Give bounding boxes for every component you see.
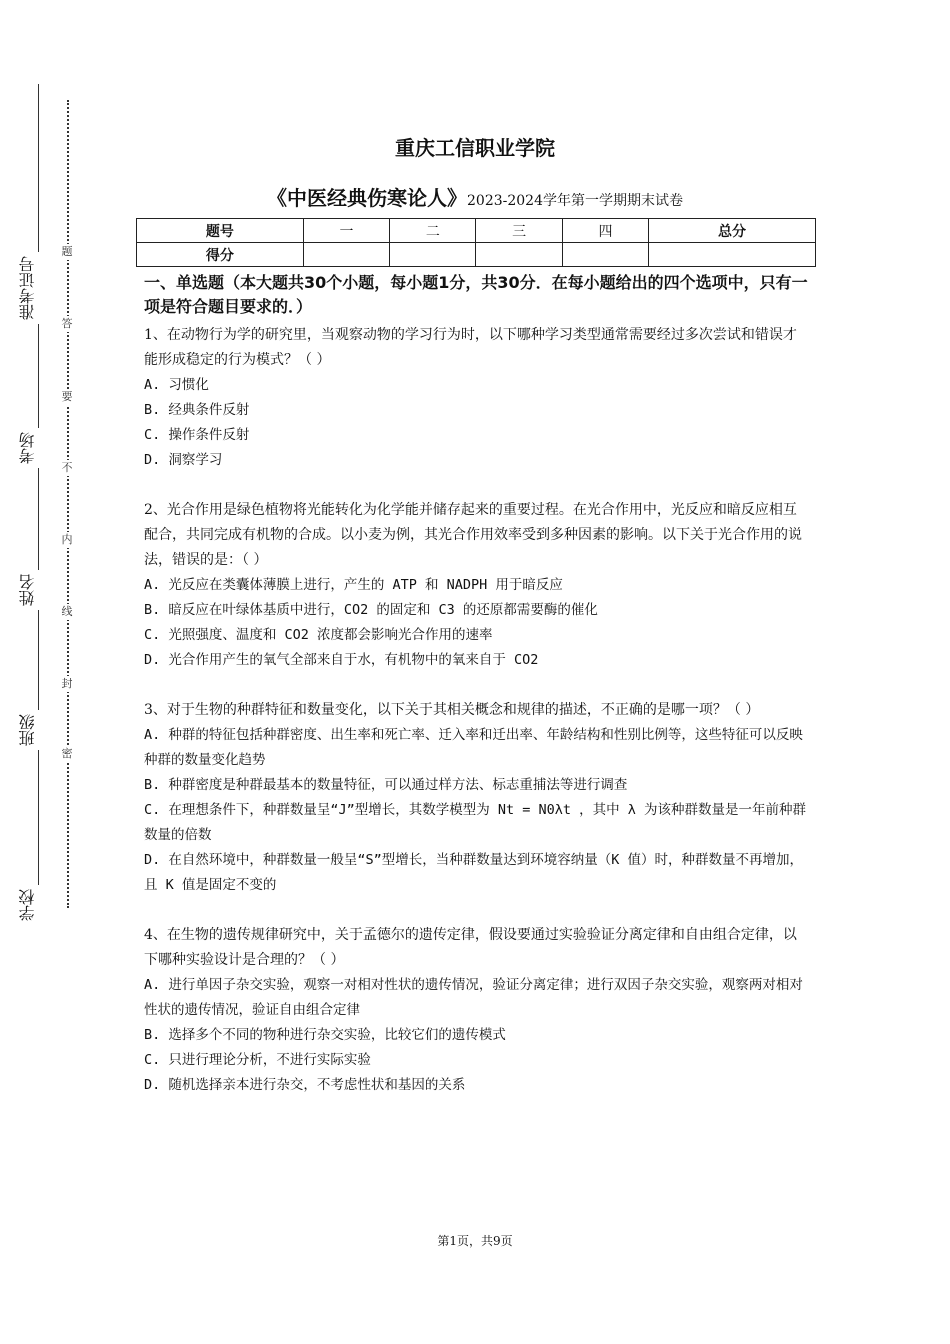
question xyxy=(144,323,810,473)
option-a: A. 习惯化 xyxy=(144,377,209,393)
class-label: 班级 xyxy=(18,710,46,750)
score-cell: 题号 xyxy=(137,219,304,243)
seal-char: 内 xyxy=(59,532,75,548)
option-d: D. 在自然环境中，种群数量一般呈“S”型增长，当种群数量达到环境容纳量（K 值）时，种群数量不再增加，且 K 值是固定不变的 xyxy=(144,852,804,893)
option-b: B. 暗反应在叶绿体基质中进行，CO2 的固定和 C3 的还原都需要酶的催化 xyxy=(144,602,598,618)
question-stem: 2、光合作用是绿色植物将光能转化为化学能并储存起来的重要过程。在光合作用中，光反应和暗反应相互配合，共同完成有机物的合成。以小麦为例，其光合作用效率受到多种因素的影响。以下关于光合作用的说法，错误的是：（ ） xyxy=(144,502,802,568)
option-c: C. 操作条件反射 xyxy=(144,427,250,443)
score-header-row xyxy=(137,219,816,243)
score-blank-cell[interactable] xyxy=(390,243,476,267)
score-cell: 总分 xyxy=(649,219,816,243)
seal-char: 密 xyxy=(59,746,75,762)
score-blank-cell[interactable] xyxy=(649,243,816,267)
option-b: B. 选择多个不同的物种进行杂交实验，比较它们的遗传模式 xyxy=(144,1027,506,1043)
seal-char: 题 xyxy=(59,244,75,260)
exam-number-label: 准考证号 xyxy=(18,252,46,324)
option-d: D. 光合作用产生的氧气全部来自于水，有机物中的氧来自于 CO2 xyxy=(144,652,539,668)
score-table xyxy=(136,218,816,267)
option-b: B. 种群密度是种群最基本的数量特征，可以通过样方法、标志重捕法等进行调查 xyxy=(144,777,628,793)
score-cell: 一 xyxy=(303,219,389,243)
term-label: 2023-2024学年第一学期期末试卷 xyxy=(467,193,683,209)
seal-dotted-line xyxy=(67,100,69,908)
option-a: A. 光反应在类囊体薄膜上进行，产生的 ATP 和 NADPH 用于暗反应 xyxy=(144,577,563,593)
question xyxy=(144,498,810,673)
school-label: 学校 xyxy=(18,885,46,925)
exam-subtitle xyxy=(0,182,950,211)
option-c: C. 光照强度、温度和 CO2 浓度都会影响光合作用的速率 xyxy=(144,627,493,643)
option-a: A. 种群的特征包括种群密度、出生率和死亡率、迁入率和迁出率、年龄结构和性别比例等，这些特征可以反映种群的数量变化趋势 xyxy=(144,727,803,768)
option-d: D. 随机选择亲本进行杂交，不考虑性状和基因的关系 xyxy=(144,1077,466,1093)
question xyxy=(144,923,810,1098)
question-stem: 4、在生物的遗传规律研究中，关于孟德尔的遗传定律，假设要通过实验验证分离定律和自由组合定律，以下哪种实验设计是合理的？（ ） xyxy=(144,927,797,968)
score-blank-cell[interactable] xyxy=(303,243,389,267)
score-cell: 三 xyxy=(476,219,562,243)
page-footer: 第1页，共9页 xyxy=(437,1234,513,1248)
score-blank-cell[interactable] xyxy=(476,243,562,267)
option-c: C. 只进行理论分析，不进行实际实验 xyxy=(144,1052,371,1068)
score-blank-cell[interactable] xyxy=(562,243,648,267)
seal-char: 答 xyxy=(59,316,75,332)
option-d: D. 洞察学习 xyxy=(144,452,223,468)
option-c: C. 在理想条件下，种群数量呈“J”型增长，其数学模型为 Nt = N0λt ，其中 λ 为该种群数量是一年前种群数量的倍数 xyxy=(144,802,807,843)
seal-char: 封 xyxy=(59,676,75,692)
score-cell: 四 xyxy=(562,219,648,243)
option-a: A. 进行单因子杂交实验，观察一对相对性状的遗传情况，验证分离定律；进行双因子杂交实验，观察两对相对性状的遗传情况，验证自由组合定律 xyxy=(144,977,803,1018)
question xyxy=(144,698,810,898)
name-label: 姓名 xyxy=(18,570,46,610)
exam-room-label: 考场 xyxy=(18,428,46,468)
exam-content xyxy=(144,271,810,1123)
question-stem: 1、在动物行为学的研究里，当观察动物的学习行为时，以下哪种学习类型通常需要经过多次尝试和错误才能形成稳定的行为模式？（ ） xyxy=(144,327,797,368)
score-cell: 二 xyxy=(390,219,476,243)
section-heading: 一、单选题（本大题共30个小题，每小题1分，共30分．在每小题给出的四个选项中，只有一项是符合题目要求的．） xyxy=(144,273,808,316)
course-title: 《中医经典伤寒论人》 xyxy=(267,186,467,210)
score-row-label: 得分 xyxy=(137,243,304,267)
school-title: 重庆工信职业学院 xyxy=(395,136,555,160)
question-stem: 3、对于生物的种群特征和数量变化，以下关于其相关概念和规律的描述，不正确的是哪一项？（ ） xyxy=(144,702,760,718)
seal-char: 线 xyxy=(59,604,75,620)
seal-char: 不 xyxy=(59,460,75,476)
score-value-row xyxy=(137,243,816,267)
option-b: B. 经典条件反射 xyxy=(144,402,250,418)
seal-char: 要 xyxy=(59,389,75,405)
